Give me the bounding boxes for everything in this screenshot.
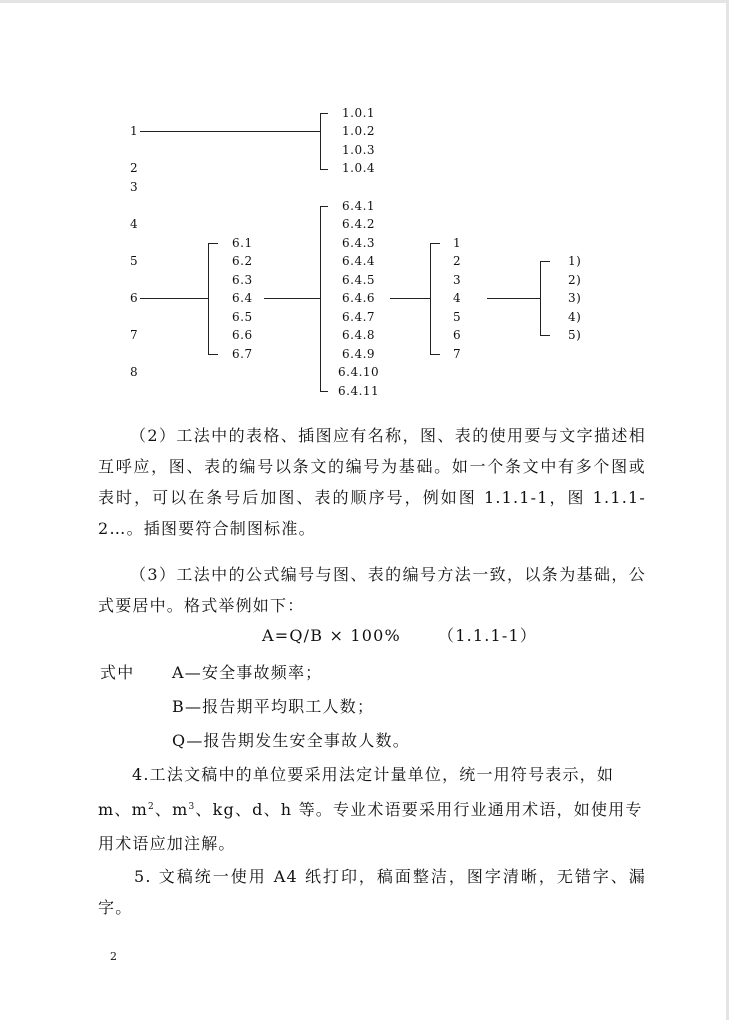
tree-node-c3: 6.4.4: [342, 254, 376, 268]
tree-node-c5: 4): [568, 310, 582, 324]
tree-node-c2: 6.7: [232, 347, 253, 361]
formula-expression: A=Q/B × 100%: [262, 626, 401, 645]
tree-node-c2: 6.4: [232, 291, 253, 305]
paragraph-units-line2: m、$m^2$、$m^3$、kg、d、h 等。专业术语要采用行业通用术语，如使用专: [98, 800, 643, 819]
tree-node-c4: 6: [453, 328, 462, 342]
unit-m2: m: [131, 800, 148, 819]
tree-node-c3: 6.4.8: [342, 328, 376, 342]
connector-line: [390, 298, 430, 299]
formula-number: （1.1.1-1）: [438, 626, 538, 645]
bracket-line: [430, 354, 440, 355]
bracket-line: [320, 391, 328, 392]
units-text: 、kg、d、h 等。专业术语要采用行业通用术语，如使用专: [195, 800, 643, 819]
tree-node-c3: 6.4.1: [342, 199, 376, 213]
bracket-line: [208, 354, 218, 355]
tree-node-c2: 6.1: [232, 236, 253, 250]
paragraph-printing: 5. 文稿统一使用 A4 纸打印，稿面整洁，图字清晰，无错字、漏字。: [98, 867, 646, 917]
tree-node-c4: 2: [453, 254, 462, 268]
tree-node-c1: 1.0.4: [342, 161, 376, 175]
tree-node-c5: 3): [568, 291, 582, 305]
paragraph-units-line3: 用术语应加注解。: [98, 834, 236, 853]
tree-node-c0: 1: [130, 124, 139, 138]
unit-m3-exponent: 3: [188, 802, 196, 812]
paragraph-formula-numbering: （3）工法中的公式编号与图、表的编号方法一致，以条为基础，公式要居中。格式举例如下：: [98, 565, 646, 615]
connector-line: [264, 298, 320, 299]
bracket-line: [540, 261, 541, 335]
tree-node-c3: 6.4.2: [342, 217, 376, 231]
tree-node-c4: 7: [453, 347, 462, 361]
page-number: 2: [110, 950, 117, 963]
connector-line: [487, 298, 540, 299]
unit-m2-exponent: 2: [147, 802, 155, 812]
tree-node-c3: 6.4.6: [342, 291, 376, 305]
tree-node-c4: 3: [453, 273, 462, 287]
tree-node-c4: 5: [453, 310, 462, 324]
tree-node-c0: 5: [130, 254, 139, 268]
tree-node-c5: 5): [568, 328, 582, 342]
tree-node-c5: 1): [568, 254, 582, 268]
where-item: B—报告期平均职工人数；: [172, 697, 375, 716]
unit-m: m: [98, 800, 115, 819]
tree-node-c2: 6.2: [232, 254, 253, 268]
tree-node-c3: 6.4.7: [342, 310, 376, 324]
bracket-line: [320, 113, 321, 169]
bracket-line: [208, 243, 209, 354]
unit-m3: m: [172, 800, 189, 819]
tree-node-c1: 1.0.2: [342, 124, 376, 138]
tree-node-c3: 6.4.9: [342, 347, 376, 361]
paragraph-tables-figures: （2）工法中的表格、插图应有名称，图、表的使用要与文字描述相互呼应，图、表的编号以条文的编号为基础。如一个条文中有多个图或表时，可以在条号后加图、表的顺序号，例如图 1.1.1-1，图 1.1.1-2…。插图要符合制图标准。: [98, 426, 646, 538]
bracket-line: [320, 113, 328, 114]
tree-node-c3: 6.4.3: [342, 236, 376, 250]
tree-node-c1: 1.0.1: [342, 106, 376, 120]
bracket-line: [320, 206, 321, 391]
tree-node-c2: 6.3: [232, 273, 253, 287]
bracket-line: [430, 243, 440, 244]
tree-node-c0: 2: [130, 161, 139, 175]
where-item: Q—报告期发生安全事故人数。: [172, 731, 410, 750]
bracket-line: [540, 261, 550, 262]
bracket-line: [540, 335, 550, 336]
tree-node-c5: 2): [568, 273, 582, 287]
bracket-line: [430, 243, 431, 354]
tree-node-c0: 4: [130, 217, 139, 231]
numbering-tree-diagram: [0, 0, 729, 410]
where-label: 式中: [100, 663, 135, 682]
bracket-line: [320, 206, 328, 207]
tree-node-c3: 6.4.10: [338, 365, 380, 379]
tree-node-c4: 4: [453, 291, 462, 305]
tree-node-c2: 6.5: [232, 310, 253, 324]
tree-node-c2: 6.6: [232, 328, 253, 342]
where-item: A—安全事故频率；: [172, 663, 323, 682]
tree-node-c0: 6: [130, 291, 139, 305]
paragraph-units-line1: 4.工法文稿中的单位要采用法定计量单位，统一用符号表示，如: [132, 765, 615, 784]
tree-node-c3: 6.4.5: [342, 273, 376, 287]
connector-line: [140, 131, 320, 132]
bracket-line: [320, 169, 328, 170]
tree-node-c0: 8: [130, 365, 139, 379]
tree-node-c1: 1.0.3: [342, 143, 376, 157]
tree-node-c4: 1: [453, 236, 462, 250]
tree-node-c0: 3: [130, 180, 139, 194]
tree-node-c0: 7: [130, 328, 139, 342]
tree-node-c3: 6.4.11: [338, 384, 380, 398]
connector-line: [140, 298, 208, 299]
bracket-line: [208, 243, 218, 244]
